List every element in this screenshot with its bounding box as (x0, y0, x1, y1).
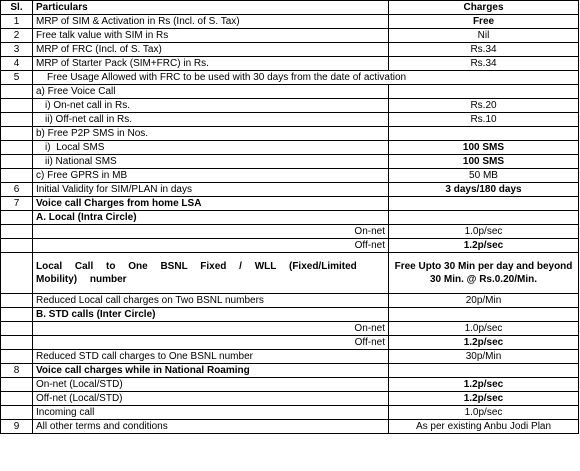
row-charge: 1.0p/sec (389, 225, 579, 239)
row-sl-empty (1, 253, 33, 294)
table-row (1, 420, 579, 434)
row-charge-empty (389, 197, 579, 211)
row-charge: Rs.34 (389, 43, 579, 57)
table-row (1, 378, 579, 392)
row-charge: 1.0p/sec (389, 322, 579, 336)
table-row (1, 364, 579, 378)
table-row (1, 392, 579, 406)
row-charge: Free (389, 15, 579, 29)
row-sl: 3 (1, 43, 33, 57)
row-particular: Local Call to One BSNL Fixed / WLL (Fixed/Limited Mobility) number (33, 253, 389, 294)
row-sl-empty (1, 322, 33, 336)
row-charge-empty (389, 364, 579, 378)
row-particular: MRP of Starter Pack (SIM+FRC) in Rs. (33, 57, 389, 71)
row-particular: i) On-net call in Rs. (33, 99, 389, 113)
table-row (1, 350, 579, 364)
row-charge: 1.2p/sec (389, 378, 579, 392)
row-sl-empty (1, 294, 33, 308)
row-charge-empty (389, 211, 579, 225)
row-particular: Off-net (33, 336, 389, 350)
row-sl-empty (1, 350, 33, 364)
row-sl-empty (1, 308, 33, 322)
row-particular: Off-net (Local/STD) (33, 392, 389, 406)
row-charge: 1.2p/sec (389, 239, 579, 253)
row-particular: ii) National SMS (33, 155, 389, 169)
row-charge: Rs.10 (389, 113, 579, 127)
row-charge-empty (389, 308, 579, 322)
row-particular: MRP of SIM & Activation in Rs (Incl. of S. Tax) (33, 15, 389, 29)
table-row (1, 322, 579, 336)
row-charge: 1.2p/sec (389, 392, 579, 406)
row-particular: All other terms and conditions (33, 420, 389, 434)
table-row (1, 183, 579, 197)
table-row (1, 127, 579, 141)
row-charge: As per existing Anbu Jodi Plan (389, 420, 579, 434)
row-sl-empty (1, 211, 33, 225)
table-row (1, 113, 579, 127)
table-row (1, 85, 579, 99)
header-particulars: Particulars (33, 1, 389, 15)
table-row (1, 99, 579, 113)
header-charges: Charges (389, 1, 579, 15)
table-row (1, 57, 579, 71)
header-row (1, 1, 579, 15)
table-row (1, 225, 579, 239)
row-charge-empty (389, 85, 579, 99)
row-sl-empty (1, 406, 33, 420)
row-sl-empty (1, 113, 33, 127)
row-particular: Voice call Charges from home LSA (33, 197, 389, 211)
table-row (1, 155, 579, 169)
row-particular: A. Local (Intra Circle) (33, 211, 389, 225)
row-sl: 9 (1, 420, 33, 434)
row-particular: i) Local SMS (33, 141, 389, 155)
table-row (1, 15, 579, 29)
row-particular: MRP of FRC (Incl. of S. Tax) (33, 43, 389, 57)
table-row (1, 308, 579, 322)
row-particular: ii) Off-net call in Rs. (33, 113, 389, 127)
row-charge: 1.2p/sec (389, 336, 579, 350)
row-particular: On-net (33, 225, 389, 239)
row-charge: Free Upto 30 Min per day and beyond 30 Min. @ Rs.0.20/Min. (389, 253, 579, 294)
row-particular: On-net (33, 322, 389, 336)
row-particular: Voice call charges while in National Roaming (33, 364, 389, 378)
table-row (1, 294, 579, 308)
row-charge: 100 SMS (389, 141, 579, 155)
row-charge: Nil (389, 29, 579, 43)
row-sl: 6 (1, 183, 33, 197)
row-sl: 5 (1, 71, 33, 85)
row-sl-empty (1, 155, 33, 169)
table-row (1, 406, 579, 420)
row-sl: 7 (1, 197, 33, 211)
table-row (1, 211, 579, 225)
row-sl: 4 (1, 57, 33, 71)
table-row (1, 43, 579, 57)
row-particular: Off-net (33, 239, 389, 253)
table-row (1, 71, 579, 85)
row-particular: Free Usage Allowed with FRC to be used with 30 days from the date of activation (33, 71, 579, 85)
row-sl-empty (1, 378, 33, 392)
row-charge: 3 days/180 days (389, 183, 579, 197)
row-sl-empty (1, 141, 33, 155)
row-sl-empty (1, 239, 33, 253)
row-charge: 50 MB (389, 169, 579, 183)
row-sl-empty (1, 336, 33, 350)
row-particular: Reduced STD call charges to One BSNL number (33, 350, 389, 364)
row-charge: Rs.20 (389, 99, 579, 113)
row-particular: b) Free P2P SMS in Nos. (33, 127, 389, 141)
row-charge-empty (389, 127, 579, 141)
table-row (1, 253, 579, 294)
row-particular: c) Free GPRS in MB (33, 169, 389, 183)
row-sl-empty (1, 127, 33, 141)
table-row (1, 239, 579, 253)
table-row (1, 336, 579, 350)
row-sl-empty (1, 225, 33, 239)
row-particular: Initial Validity for SIM/PLAN in days (33, 183, 389, 197)
row-charge: Rs.34 (389, 57, 579, 71)
row-sl-empty (1, 169, 33, 183)
row-particular: Free talk value with SIM in Rs (33, 29, 389, 43)
row-particular: B. STD calls (Inter Circle) (33, 308, 389, 322)
row-sl-empty (1, 85, 33, 99)
table-row (1, 141, 579, 155)
row-particular: a) Free Voice Call (33, 85, 389, 99)
row-sl: 8 (1, 364, 33, 378)
row-particular: Incoming call (33, 406, 389, 420)
row-sl-empty (1, 99, 33, 113)
table-row (1, 29, 579, 43)
table-row (1, 197, 579, 211)
header-sl: Sl. (1, 1, 33, 15)
row-charge: 30p/Min (389, 350, 579, 364)
row-particular: On-net (Local/STD) (33, 378, 389, 392)
table-row (1, 169, 579, 183)
row-sl: 1 (1, 15, 33, 29)
row-charge: 20p/Min (389, 294, 579, 308)
row-particular: Reduced Local call charges on Two BSNL numbers (33, 294, 389, 308)
row-sl: 2 (1, 29, 33, 43)
row-sl-empty (1, 392, 33, 406)
row-charge: 100 SMS (389, 155, 579, 169)
row-charge: 1.0p/sec (389, 406, 579, 420)
